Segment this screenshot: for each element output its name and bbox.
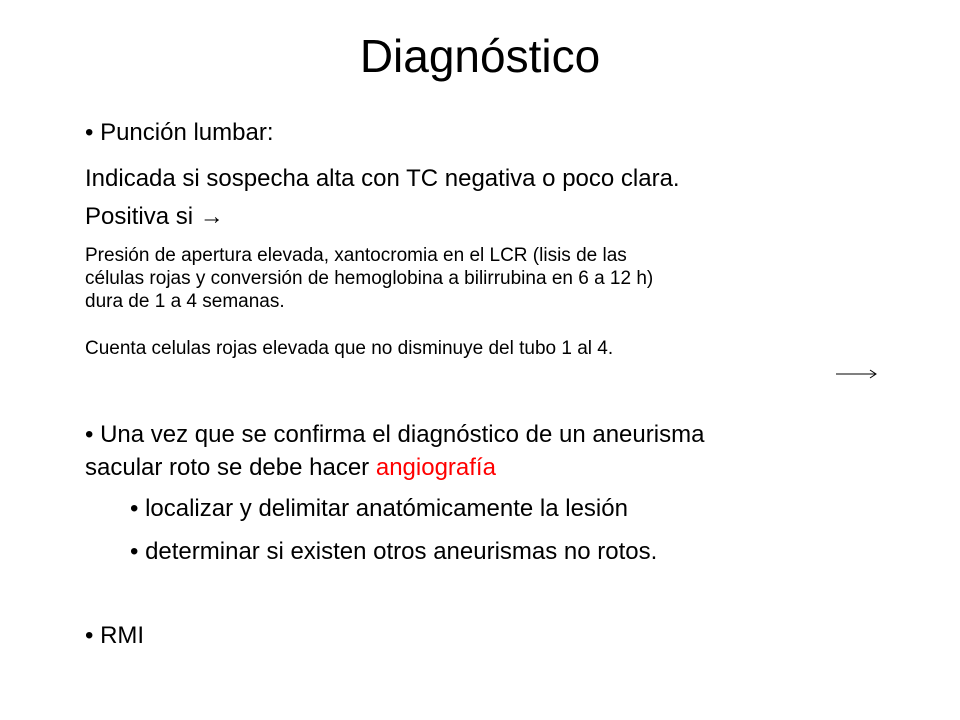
confirm-line2 <box>85 454 496 482</box>
long-right-arrow-icon <box>836 368 878 380</box>
puncion-positive: Positiva si → <box>85 203 224 230</box>
puncion-heading: • Punción lumbar: <box>85 119 274 146</box>
confirm-sub-bullet-1: • localizar y delimitar anatómicamente la lesión <box>130 495 628 522</box>
angiografia-highlight: angiografía <box>375 454 496 481</box>
puncion-count: Cuenta celulas rojas elevada que no disminuye del tubo 1 al 4. <box>85 338 614 359</box>
puncion-detail-line2: células rojas y conversión de hemoglobina a bilirrubina en 6 a 12 h) <box>85 268 654 289</box>
puncion-indicated: Indicada si sospecha alta con TC negativa o poco clara. <box>85 165 680 192</box>
confirm-sub-bullet-2: • determinar si existen otros aneurismas no rotos. <box>130 538 658 565</box>
confirm-line2-prefix: sacular roto se debe hacer <box>85 454 376 481</box>
puncion-detail-line3: dura de 1 a 4 semanas. <box>85 291 285 312</box>
rmi-bullet: • RMI <box>85 622 145 649</box>
puncion-detail-line1: Presión de apertura elevada, xantocromia en el LCR (lisis de las <box>85 245 627 266</box>
slide-title: Diagnóstico <box>359 30 601 82</box>
confirm-line1: • Una vez que se confirma el diagnóstico de un aneurisma <box>85 421 705 448</box>
